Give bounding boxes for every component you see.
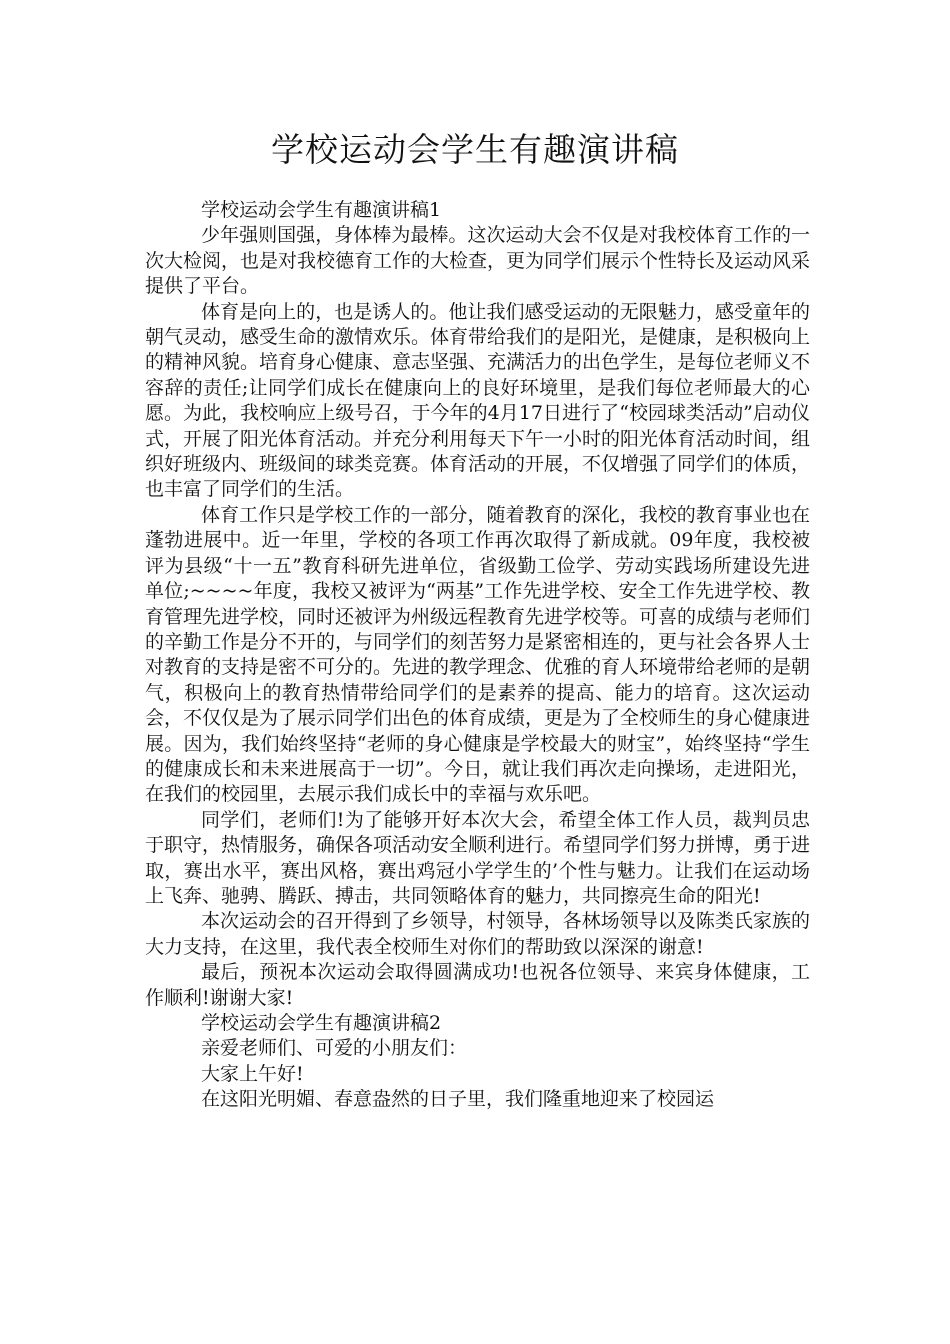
document-title: 学校运动会学生有趣演讲稿 xyxy=(271,130,679,169)
paragraph: 同学们，老师们!为了能够开好本次大会，希望全体工作人员，裁判员忠于职守，热情服务，确保各项活动安全顺利进行。希望同学们努力拼博，勇于进取，赛出水平，赛出风格，赛出鸡冠小学学生的’个性与魅力。让我们在运动场上飞奔、驰骋、腾跃、搏击，共同领略体育的魅力，共同擦亮生命的阳光! xyxy=(145,808,811,907)
greeting-line: 大家上午好! xyxy=(201,1062,304,1085)
paragraph: 体育是向上的，也是诱人的。他让我们感受运动的无限魅力，感受童年的朝气灵动，感受生命的激情欢乐。体育带给我们的是阳光，是健康，是积极向上的精神风貌。培育身心健康、意志坚强、充满活力的出色学生，是每位老师义不容辞的责任;让同学们成长在健康向上的良好环境里，是我们每位老师最大的心愿。为此，我校响应上级号召，于今年的4月17日进行了“校园球类活动”启动仪式，开展了阳光体育活动。并充分利用每天下午一小时的阳光体育活动时间，组织好班级内、班级间的球类竞赛。体育活动的开展，不仅增强了同学们的体质，也丰富了同学们的生活。 xyxy=(145,300,811,501)
section-heading: 学校运动会学生有趣演讲稿1 xyxy=(201,199,442,221)
paragraph: 最后，预祝本次运动会取得圆满成功!也祝各位领导、来宾身体健康，工作顺利!谢谢大家! xyxy=(145,961,810,1009)
section-heading: 学校运动会学生有趣演讲稿2 xyxy=(201,1012,442,1034)
document-body xyxy=(145,198,810,1113)
paragraph: 体育工作只是学校工作的一部分，随着教育的深化，我校的教育事业也在蓬勃进展中。近一年里，学校的各项工作再次取得了新成就。09年度，我校被评为县级“十一五”教育科研先进单位，省级勤工俭学、劳动实践场所建设先进单位;~~~~年度，我校又被评为“两基”工作先进学校、安全工作先进学校、教育管理先进学校，同时还被评为州级远程教育先进学校等。可喜的成绩与老师们的辛勤工作是分不开的，与同学们的刻苦努力是紧密相连的，更与社会各界人士对教育的支持是密不可分的。先进的教学理念、优雅的育人环境带给老师的是朝气，积极向上的教育热情带给同学们的是素养的提高、能力的培育。这次运动会，不仅仅是为了展示同学们出色的体育成绩，更是为了全校师生的身心健康进展。因为，我们始终坚持“老师的身心健康是学校最大的财宝”，始终坚持“学生的健康成长和未来进展高于一切”。今日，就让我们再次走向操场，走进阳光，在我们的校园里，去展示我们成长中的幸福与欢乐吧。 xyxy=(145,503,811,806)
greeting-line: 亲爱老师们、可爱的小朋友们： xyxy=(201,1037,468,1060)
paragraph: 少年强则国强，身体棒为最棒。这次运动大会不仅是对我校体育工作的一次大检阅，也是对我校德育工作的大检查，更为同学们展示个性特长及运动风采提供了平台。 xyxy=(145,224,811,298)
paragraph: 在这阳光明媚、春意盎然的日子里，我们隆重地迎来了校园运 xyxy=(201,1088,715,1111)
paragraph: 本次运动会的召开得到了乡领导，村领导，各林场领导以及陈类氏家族的大力支持，在这里，我代表全校师生对你们的帮助致以深深的谢意! xyxy=(145,910,810,958)
